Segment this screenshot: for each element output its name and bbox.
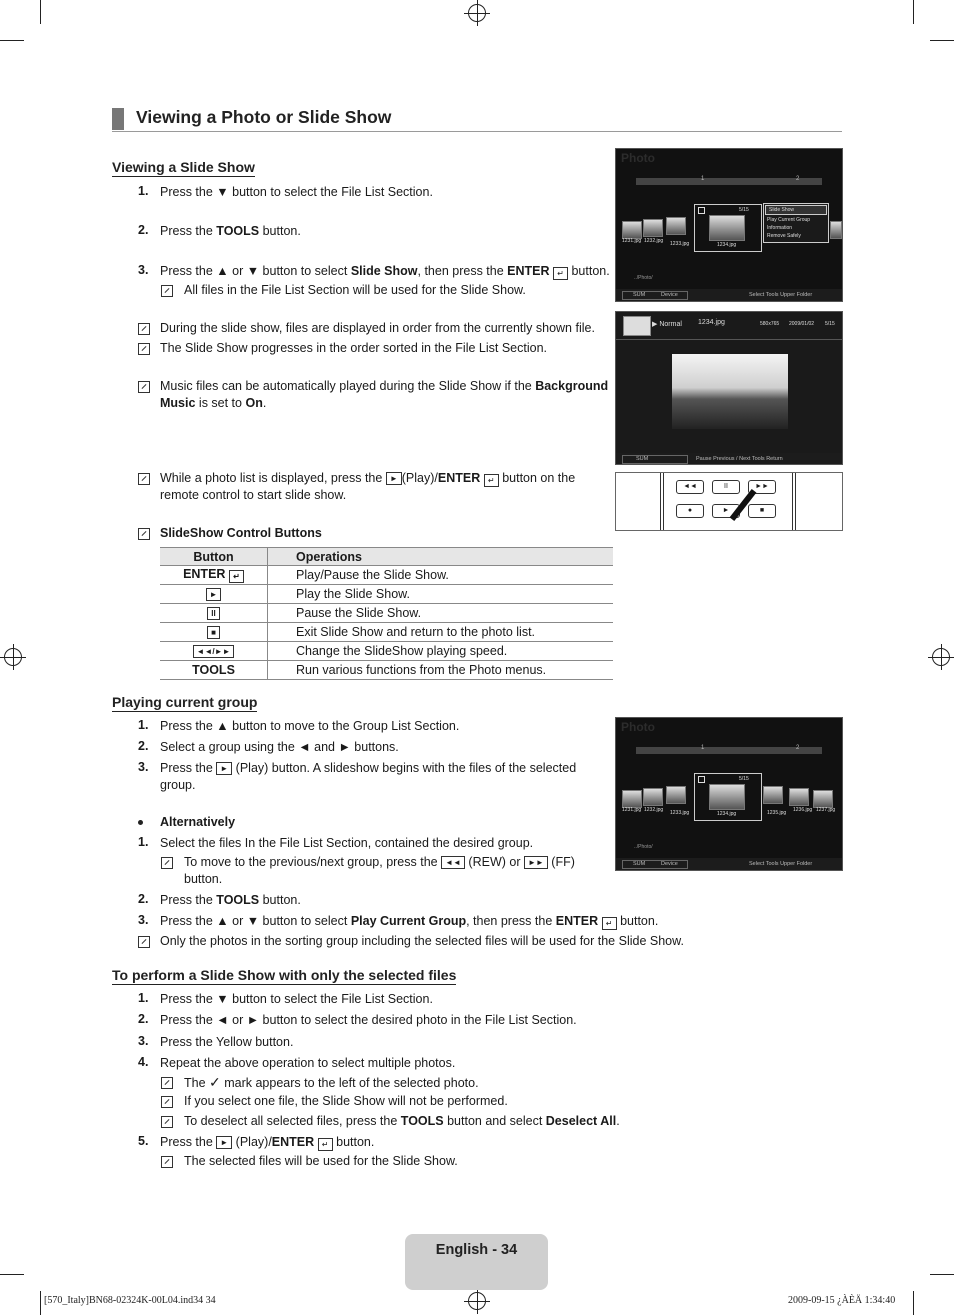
thumbnail-label: 1232.jpg: [644, 807, 664, 813]
table-header: Operations: [268, 548, 614, 566]
note-icon: [161, 1156, 173, 1168]
table-cell: TOOLS: [160, 661, 268, 680]
crop-mark: [40, 0, 41, 24]
step-text: Press the ► (Play)/ENTER ↵ button.: [160, 1135, 375, 1149]
group-tab-bar: [636, 747, 822, 754]
tab-label: 1: [701, 176, 705, 182]
note-text: While a photo list is displayed, press the ► (Play)/ENTER ↵ button on the: [160, 471, 576, 485]
menu-item[interactable]: Information: [767, 225, 793, 231]
thumbnail-label: 1231.jpg: [622, 238, 642, 244]
thumbnail-label: 1231.jpg: [622, 807, 642, 813]
tv-screen-photo-list: [615, 148, 843, 302]
step-number: 3.: [138, 1034, 149, 1048]
note-text: remote control to start slide show.: [160, 488, 347, 502]
photo-thumbnail[interactable]: [622, 790, 642, 808]
photo-thumbnail: [709, 215, 745, 241]
step-number: 2.: [138, 1012, 149, 1026]
step-number: 1.: [138, 184, 149, 198]
stop-icon: ■: [207, 626, 220, 639]
section-heading-current-group: Playing current group: [112, 694, 258, 710]
crop-mark: [0, 40, 24, 41]
photo-thumbnail[interactable]: [830, 221, 842, 239]
photo-mode-icon: [623, 316, 651, 336]
checkmark-icon: ✓: [209, 1074, 221, 1090]
table-header: Button: [160, 548, 268, 566]
note-icon: [138, 528, 150, 540]
resolution: 580x765: [760, 321, 780, 327]
step-number: 4.: [138, 1055, 149, 1069]
step-text: Press the ▲ or ▼ button to select Slide Show, then press the ENTER ↵ button.: [160, 264, 610, 278]
note-icon: [161, 857, 173, 869]
counter: 5/15: [739, 207, 749, 213]
play-icon: ►: [206, 588, 222, 601]
footer-label: SUM: [633, 861, 646, 867]
photo-thumbnail[interactable]: [789, 788, 809, 806]
table-cell: [160, 604, 268, 623]
note-text: The selected files will be used for the Slide Show.: [184, 1154, 458, 1168]
step-number: 2.: [138, 892, 149, 906]
crop-mark: [930, 1274, 954, 1275]
step-number: 3.: [138, 913, 149, 927]
footer-label: SUM: [633, 292, 646, 298]
selected-photo-frame[interactable]: [694, 773, 762, 821]
note-text: button.: [184, 872, 223, 886]
counter: 5/15: [739, 776, 749, 782]
step-number: 3.: [138, 760, 149, 774]
note-icon: [161, 285, 173, 297]
tools-menu: [763, 203, 829, 243]
note-text: The ✓ mark appears to the left of the selected photo.: [184, 1074, 479, 1090]
enter-icon: ↵: [484, 474, 499, 487]
tv-screen-current-group: [615, 717, 843, 871]
registration-mark-icon: [4, 648, 22, 666]
photo-thumbnail[interactable]: [643, 788, 663, 806]
step-number: 1.: [138, 718, 149, 732]
play-status: ▶ Normal: [652, 321, 682, 328]
footer-label: Device: [661, 292, 678, 298]
file-name: 1234.jpg: [717, 811, 737, 817]
checkbox-icon: [698, 207, 705, 214]
rew-button[interactable]: ◄◄: [676, 480, 704, 494]
note-icon: [138, 323, 150, 335]
crop-mark: [913, 1291, 914, 1315]
note-text: Music is set to On.: [160, 396, 267, 410]
slideshow-photo: [672, 354, 788, 429]
footer-label: Pause Previous / Next Tools Return: [696, 456, 783, 462]
table-cell: Exit Slide Show and return to the photo list.: [268, 623, 614, 642]
folder-path: ../Photo/: [634, 844, 653, 850]
ff-icon: ►►: [524, 856, 548, 869]
print-slug-left: [570_Italy]BN68-02324K-00L04.ind34 34: [44, 1295, 216, 1306]
note-text: To deselect all selected files, press the TOOLS button and select Deselect All.: [184, 1114, 620, 1128]
menu-item[interactable]: Play Current Group: [767, 217, 811, 223]
table-cell: Change the SlideShow playing speed.: [268, 642, 614, 661]
table-cell: [160, 585, 268, 604]
ff-button[interactable]: ►►: [748, 480, 776, 494]
record-button[interactable]: ●: [676, 504, 704, 518]
step-text: Press the ► (Play) button. A slideshow begins with the files of the selected: [160, 761, 577, 775]
page-number: English - 34: [435, 1242, 518, 1258]
step-text: Press the ◄ or ► button to select the desired photo in the File List Section.: [160, 1013, 577, 1027]
note-icon: [161, 1116, 173, 1128]
enter-icon: ↵: [318, 1138, 333, 1151]
footer-label: Select Tools Upper Folder: [749, 861, 813, 867]
note-text: During the slide show, files are displayed in order from the currently shown file.: [160, 321, 595, 335]
tab-label: 1: [701, 745, 705, 751]
counter: 5/15: [825, 321, 835, 327]
table-cell: Play/Pause the Slide Show.: [268, 566, 614, 585]
page-title: Viewing a Photo or Slide Show: [136, 107, 392, 127]
title-rule: [112, 131, 842, 132]
table-row: [160, 604, 613, 623]
note-icon: [138, 936, 150, 948]
crop-mark: [930, 40, 954, 41]
step-text: Press the ▼ button to select the File List Section.: [160, 185, 433, 199]
step-number: 2.: [138, 223, 149, 237]
play-button[interactable]: ►: [712, 504, 740, 518]
checkbox-icon: [698, 776, 705, 783]
step-text: Press the ▲ button to move to the Group List Section.: [160, 719, 460, 733]
photo-thumbnail[interactable]: [763, 786, 783, 804]
table-row: [160, 623, 613, 642]
note-text: All files in the File List Section will be used for the Slide Show.: [184, 283, 526, 297]
step-text: Repeat the above operation to select multiple photos.: [160, 1056, 456, 1070]
date: 2009/01/02: [789, 321, 815, 327]
screen-footer: [616, 289, 842, 301]
bullet-icon: [138, 820, 143, 825]
photo-thumbnail[interactable]: [622, 221, 642, 239]
rew-icon: ◄◄: [441, 856, 465, 869]
note-text: If you select one file, the Slide Show will not be performed.: [184, 1094, 508, 1108]
screen-footer: [616, 858, 842, 870]
remote-control-illustration: [615, 472, 843, 531]
table-cell: [160, 642, 268, 661]
footer-label: Select Tools Upper Folder: [749, 292, 813, 298]
note-text: Music files can be automatically played during the Slide Show if the Background: [160, 379, 609, 393]
step-text: Press the ▼ button to select the File List Section.: [160, 992, 433, 1006]
play-icon: ►: [216, 1136, 232, 1149]
table-cell: Play the Slide Show.: [268, 585, 614, 604]
step-text: Press the TOOLS button.: [160, 224, 301, 238]
table-row: [160, 566, 613, 585]
table-header-row: [160, 548, 613, 566]
note-icon: [138, 381, 150, 393]
menu-item[interactable]: Remove Safely: [767, 233, 801, 239]
crop-mark: [913, 0, 914, 24]
note-icon: [138, 343, 150, 355]
note-text: Only the photos in the sorting group including the selected files will be used for the Slide Show.: [160, 934, 684, 948]
photo-thumbnail[interactable]: [666, 217, 686, 235]
thumbnail-label: 1233.jpg: [670, 810, 690, 816]
note-text: To move to the previous/next group, press the ◄◄ (REW) or ►► (FF): [184, 855, 575, 869]
step-text: Press the ▲ or ▼ button to select Play Current Group, then press the ENTER ↵ button.: [160, 914, 659, 928]
table-caption: SlideShow Control Buttons: [160, 526, 322, 540]
photo-thumbnail: [709, 784, 745, 810]
step-text: Press the Yellow button.: [160, 1035, 294, 1049]
step-number: 1.: [138, 991, 149, 1005]
registration-mark-icon: [468, 1292, 486, 1310]
alternatively-label: Alternatively: [160, 815, 236, 829]
footer-label: Device: [661, 861, 678, 867]
thumbnail-label: 1233.jpg: [670, 241, 690, 247]
group-tab-bar: [636, 178, 822, 185]
table-row: [160, 642, 613, 661]
play-icon: ►: [386, 472, 402, 485]
thumbnail-label: 1237.jpg: [816, 807, 836, 813]
file-name: 1234.jpg: [717, 242, 737, 248]
menu-item[interactable]: Slide Show: [765, 205, 827, 215]
registration-mark-icon: [468, 4, 486, 22]
pause-button[interactable]: II: [712, 480, 740, 494]
step-number: 5.: [138, 1134, 149, 1148]
file-name: 1234.jpg: [698, 319, 725, 326]
rew-ff-icon: ◄◄/►►: [193, 645, 235, 658]
table-row: [160, 661, 613, 680]
title-accent-bar: [112, 108, 124, 130]
tab-label: 2: [796, 745, 800, 751]
note-text: The Slide Show progresses in the order sorted in the File List Section.: [160, 341, 548, 355]
note-icon: [138, 473, 150, 485]
table-cell: ENTER ↵: [160, 566, 268, 585]
play-icon: ►: [216, 762, 232, 775]
selected-photo-frame[interactable]: [694, 204, 762, 252]
note-icon: [161, 1096, 173, 1108]
photo-thumbnail[interactable]: [813, 790, 833, 808]
tab-label: 2: [796, 176, 800, 182]
thumbnail-label: 1235.jpg: [767, 810, 787, 816]
step-number: 2.: [138, 739, 149, 753]
step-text: Press the TOOLS button.: [160, 893, 301, 907]
screen-footer: [616, 453, 842, 464]
step-text: Select the files In the File List Section, contained the desired group.: [160, 836, 534, 850]
screen-title: Photo: [621, 151, 655, 165]
table-row: [160, 585, 613, 604]
thumbnail-label: 1232.jpg: [644, 238, 664, 244]
crop-mark: [40, 1291, 41, 1315]
crop-mark: [0, 1274, 24, 1275]
step-text: group.: [160, 778, 196, 792]
tv-screen-slideshow: [615, 311, 843, 465]
stop-button[interactable]: ■: [748, 504, 776, 518]
section-heading-selected-files: To perform a Slide Show with only the selected files: [112, 967, 457, 983]
table-cell: [160, 623, 268, 642]
screen-title: Photo: [621, 720, 655, 734]
enter-icon: ↵: [553, 267, 568, 280]
folder-path: ../Photo/: [634, 275, 653, 281]
note-icon: [161, 1077, 173, 1089]
footer-label: SUM: [636, 456, 649, 462]
step-text: Select a group using the ◄ and ► buttons.: [160, 740, 399, 754]
table-cell: Pause the Slide Show.: [268, 604, 614, 623]
enter-icon: ↵: [229, 570, 244, 583]
section-heading-slide-show: Viewing a Slide Show: [112, 159, 255, 175]
control-buttons-table: [160, 547, 613, 680]
pause-icon: II: [207, 607, 219, 620]
photo-thumbnail[interactable]: [643, 219, 663, 237]
print-slug-right: 2009-09-15 ¿ÀÈÄ 1:34:40: [788, 1295, 896, 1306]
registration-mark-icon: [932, 648, 950, 666]
enter-icon: ↵: [602, 917, 617, 930]
step-number: 3.: [138, 263, 149, 277]
step-number: 1.: [138, 835, 149, 849]
table-cell: Run various functions from the Photo menus.: [268, 661, 614, 680]
thumbnail-label: 1236.jpg: [793, 807, 813, 813]
photo-thumbnail[interactable]: [666, 786, 686, 804]
